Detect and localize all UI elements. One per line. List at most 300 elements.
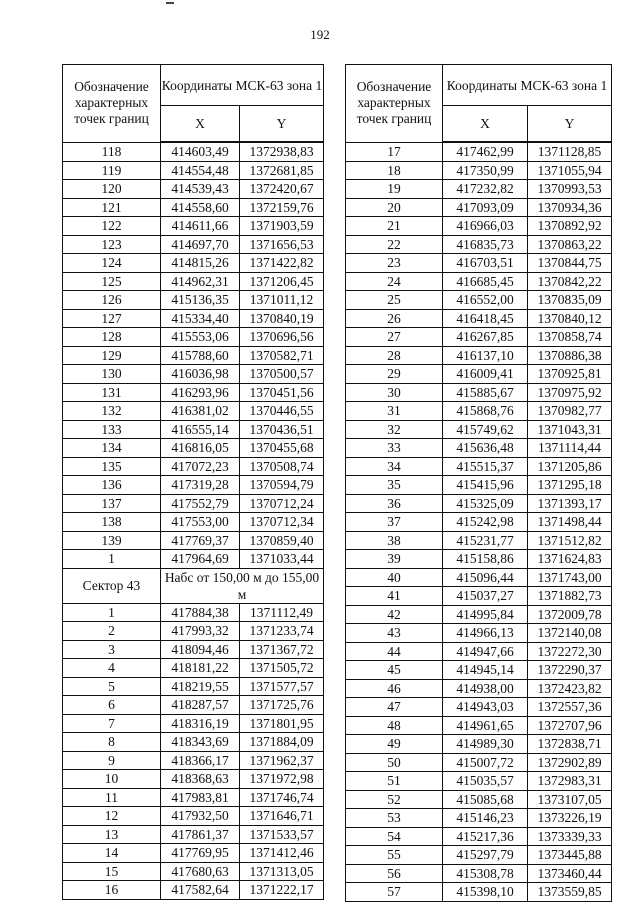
table-row bbox=[346, 420, 612, 439]
y-coordinate: 1370842,22 bbox=[528, 272, 612, 291]
x-coordinate: 415037,27 bbox=[443, 587, 528, 606]
y-coordinate: 1371505,72 bbox=[240, 659, 324, 678]
point-number: 25 bbox=[346, 291, 443, 310]
y-coordinate: 1370451,56 bbox=[240, 383, 324, 402]
table-row bbox=[63, 751, 324, 770]
x-coordinate: 414961,65 bbox=[443, 716, 528, 735]
x-coordinate: 414554,48 bbox=[161, 161, 240, 180]
y-coordinate: 1373559,85 bbox=[528, 883, 612, 902]
table-row bbox=[63, 807, 324, 826]
y-coordinate: 1370859,40 bbox=[240, 531, 324, 550]
point-number: 3 bbox=[63, 640, 161, 659]
table-row bbox=[346, 698, 612, 717]
x-coordinate: 415885,67 bbox=[443, 383, 528, 402]
point-number: 16 bbox=[63, 881, 161, 900]
point-number: 138 bbox=[63, 513, 161, 532]
y-coordinate: 1370925,81 bbox=[528, 365, 612, 384]
point-number: 40 bbox=[346, 568, 443, 587]
table-row bbox=[346, 198, 612, 217]
table-row bbox=[63, 180, 324, 199]
point-number: 34 bbox=[346, 457, 443, 476]
point-number: 49 bbox=[346, 735, 443, 754]
table-row bbox=[346, 457, 612, 476]
table-row bbox=[63, 161, 324, 180]
point-number: 50 bbox=[346, 753, 443, 772]
x-coordinate: 415308,78 bbox=[443, 864, 528, 883]
x-coordinate: 418094,46 bbox=[161, 640, 240, 659]
y-coordinate: 1371725,76 bbox=[240, 696, 324, 715]
table-row bbox=[63, 788, 324, 807]
table-row bbox=[63, 550, 324, 569]
table-row bbox=[63, 770, 324, 789]
table-row bbox=[346, 846, 612, 865]
point-number: 12 bbox=[63, 807, 161, 826]
table-row bbox=[346, 494, 612, 513]
page-number: 192 bbox=[310, 27, 330, 42]
y-coordinate: 1371112,49 bbox=[240, 603, 324, 622]
table-row bbox=[63, 420, 324, 439]
x-coordinate: 417232,82 bbox=[443, 180, 528, 199]
table-row bbox=[346, 309, 612, 328]
y-coordinate: 1371746,74 bbox=[240, 788, 324, 807]
table-row bbox=[346, 142, 612, 161]
point-number: 130 bbox=[63, 365, 161, 384]
y-coordinate: 1370594,79 bbox=[240, 476, 324, 495]
x-coordinate: 417072,23 bbox=[161, 457, 240, 476]
sector-height-range: Набс от 150,00 м до 155,00 м bbox=[161, 568, 324, 603]
x-coordinate: 417932,50 bbox=[161, 807, 240, 826]
x-coordinate: 416267,85 bbox=[443, 328, 528, 347]
y-coordinate: 1372983,31 bbox=[528, 772, 612, 791]
y-coordinate: 1370582,71 bbox=[240, 346, 324, 365]
point-number: 121 bbox=[63, 198, 161, 217]
point-number: 120 bbox=[63, 180, 161, 199]
table-row bbox=[63, 217, 324, 236]
table-row bbox=[63, 862, 324, 881]
y-coordinate: 1372938,83 bbox=[240, 142, 324, 161]
table-row bbox=[63, 457, 324, 476]
x-coordinate: 415217,36 bbox=[443, 827, 528, 846]
x-coordinate: 415297,79 bbox=[443, 846, 528, 865]
x-coordinate: 415398,10 bbox=[443, 883, 528, 902]
y-coordinate: 1372420,67 bbox=[240, 180, 324, 199]
point-number: 6 bbox=[63, 696, 161, 715]
y-coordinate: 1371367,72 bbox=[240, 640, 324, 659]
table-row bbox=[346, 217, 612, 236]
y-coordinate: 1372423,82 bbox=[528, 679, 612, 698]
point-number: 44 bbox=[346, 642, 443, 661]
point-number: 1 bbox=[63, 550, 161, 569]
point-number: 43 bbox=[346, 624, 443, 643]
x-coordinate: 416036,98 bbox=[161, 365, 240, 384]
y-coordinate: 1370982,77 bbox=[528, 402, 612, 421]
table-row bbox=[63, 402, 324, 421]
point-number: 7 bbox=[63, 714, 161, 733]
point-number: 8 bbox=[63, 733, 161, 752]
y-header: Y bbox=[240, 106, 324, 143]
x-coordinate: 418368,63 bbox=[161, 770, 240, 789]
y-coordinate: 1371222,17 bbox=[240, 881, 324, 900]
point-number: 53 bbox=[346, 809, 443, 828]
table-row bbox=[346, 864, 612, 883]
x-coordinate: 417861,37 bbox=[161, 825, 240, 844]
y-coordinate: 1372838,71 bbox=[528, 735, 612, 754]
point-number: 2 bbox=[63, 622, 161, 641]
point-number: 41 bbox=[346, 587, 443, 606]
x-coordinate: 416552,00 bbox=[443, 291, 528, 310]
point-number: 129 bbox=[63, 346, 161, 365]
point-number: 57 bbox=[346, 883, 443, 902]
table-row bbox=[63, 254, 324, 273]
x-coordinate: 416555,14 bbox=[161, 420, 240, 439]
y-coordinate: 1370446,55 bbox=[240, 402, 324, 421]
x-coordinate: 414966,13 bbox=[443, 624, 528, 643]
x-coordinate: 414611,66 bbox=[161, 217, 240, 236]
x-coordinate: 417582,64 bbox=[161, 881, 240, 900]
table-row bbox=[63, 142, 324, 161]
x-coordinate: 417350,99 bbox=[443, 161, 528, 180]
table-row bbox=[346, 383, 612, 402]
point-number: 55 bbox=[346, 846, 443, 865]
point-number: 45 bbox=[346, 661, 443, 680]
table-row bbox=[346, 291, 612, 310]
y-coordinate: 1371903,59 bbox=[240, 217, 324, 236]
point-number: 48 bbox=[346, 716, 443, 735]
table-row bbox=[63, 696, 324, 715]
point-number: 47 bbox=[346, 698, 443, 717]
table-row bbox=[63, 677, 324, 696]
x-header: X bbox=[443, 106, 528, 143]
table-row bbox=[346, 531, 612, 550]
table-row bbox=[346, 365, 612, 384]
table-row bbox=[346, 605, 612, 624]
y-coordinate: 1371972,98 bbox=[240, 770, 324, 789]
point-number: 19 bbox=[346, 180, 443, 199]
y-coordinate: 1372159,76 bbox=[240, 198, 324, 217]
point-number: 123 bbox=[63, 235, 161, 254]
x-coordinate: 415415,96 bbox=[443, 476, 528, 495]
x-coordinate: 416703,51 bbox=[443, 254, 528, 273]
point-number: 124 bbox=[63, 254, 161, 273]
point-number: 137 bbox=[63, 494, 161, 513]
table-row bbox=[346, 735, 612, 754]
point-number: 17 bbox=[346, 142, 443, 161]
point-number: 32 bbox=[346, 420, 443, 439]
table-row bbox=[346, 476, 612, 495]
point-number: 11 bbox=[63, 788, 161, 807]
y-coordinate: 1372557,36 bbox=[528, 698, 612, 717]
y-coordinate: 1371962,37 bbox=[240, 751, 324, 770]
x-coordinate: 418219,55 bbox=[161, 677, 240, 696]
y-coordinate: 1371011,12 bbox=[240, 291, 324, 310]
point-number: 22 bbox=[346, 235, 443, 254]
table-row bbox=[63, 291, 324, 310]
y-coordinate: 1370840,19 bbox=[240, 309, 324, 328]
y-coordinate: 1370993,53 bbox=[528, 180, 612, 199]
x-coordinate: 418181,22 bbox=[161, 659, 240, 678]
designation-header: Обозначение характерных точек границ bbox=[346, 65, 443, 143]
point-number: 13 bbox=[63, 825, 161, 844]
table-row bbox=[346, 753, 612, 772]
y-coordinate: 1371533,57 bbox=[240, 825, 324, 844]
table-row bbox=[63, 714, 324, 733]
x-coordinate: 416381,02 bbox=[161, 402, 240, 421]
y-coordinate: 1370436,51 bbox=[240, 420, 324, 439]
point-number: 30 bbox=[346, 383, 443, 402]
x-coordinate: 415788,60 bbox=[161, 346, 240, 365]
x-coordinate: 415007,72 bbox=[443, 753, 528, 772]
y-header: Y bbox=[528, 106, 612, 143]
y-coordinate: 1370892,92 bbox=[528, 217, 612, 236]
point-number: 139 bbox=[63, 531, 161, 550]
x-coordinate: 418287,57 bbox=[161, 696, 240, 715]
table-row bbox=[63, 439, 324, 458]
y-coordinate: 1370696,56 bbox=[240, 328, 324, 347]
y-coordinate: 1370844,75 bbox=[528, 254, 612, 273]
table-row bbox=[63, 733, 324, 752]
table-row bbox=[346, 568, 612, 587]
y-coordinate: 1373107,05 bbox=[528, 790, 612, 809]
point-number: 21 bbox=[346, 217, 443, 236]
point-number: 125 bbox=[63, 272, 161, 291]
table-row bbox=[63, 513, 324, 532]
table-row bbox=[63, 640, 324, 659]
x-coordinate: 417769,37 bbox=[161, 531, 240, 550]
x-coordinate: 417462,99 bbox=[443, 142, 528, 161]
x-coordinate: 416009,41 bbox=[443, 365, 528, 384]
point-number: 26 bbox=[346, 309, 443, 328]
x-coordinate: 417993,32 bbox=[161, 622, 240, 641]
y-coordinate: 1371412,46 bbox=[240, 844, 324, 863]
point-number: 118 bbox=[63, 142, 161, 161]
point-number: 134 bbox=[63, 439, 161, 458]
coord-system-header: Координаты МСК-63 зона 1 bbox=[443, 65, 612, 106]
x-coordinate: 416835,73 bbox=[443, 235, 528, 254]
y-coordinate: 1373226,19 bbox=[528, 809, 612, 828]
point-number: 5 bbox=[63, 677, 161, 696]
x-coordinate: 415515,37 bbox=[443, 457, 528, 476]
y-coordinate: 1372902,89 bbox=[528, 753, 612, 772]
y-coordinate: 1371624,83 bbox=[528, 550, 612, 569]
x-coordinate: 416293,96 bbox=[161, 383, 240, 402]
y-coordinate: 1371422,82 bbox=[240, 254, 324, 273]
y-coordinate: 1370863,22 bbox=[528, 235, 612, 254]
table-row bbox=[63, 844, 324, 863]
y-coordinate: 1370455,68 bbox=[240, 439, 324, 458]
table-row bbox=[63, 603, 324, 622]
table-row bbox=[63, 365, 324, 384]
x-coordinate: 415136,35 bbox=[161, 291, 240, 310]
point-number: 27 bbox=[346, 328, 443, 347]
x-coordinate: 414697,70 bbox=[161, 235, 240, 254]
point-number: 128 bbox=[63, 328, 161, 347]
y-coordinate: 1372272,30 bbox=[528, 642, 612, 661]
x-coordinate: 417553,00 bbox=[161, 513, 240, 532]
x-coordinate: 415749,62 bbox=[443, 420, 528, 439]
x-coordinate: 414938,00 bbox=[443, 679, 528, 698]
table-row bbox=[346, 346, 612, 365]
table-row bbox=[63, 531, 324, 550]
x-coordinate: 414558,60 bbox=[161, 198, 240, 217]
x-coordinate: 418316,19 bbox=[161, 714, 240, 733]
point-number: 51 bbox=[346, 772, 443, 791]
point-number: 28 bbox=[346, 346, 443, 365]
y-coordinate: 1371043,31 bbox=[528, 420, 612, 439]
point-number: 122 bbox=[63, 217, 161, 236]
point-number: 18 bbox=[346, 161, 443, 180]
table-row bbox=[63, 622, 324, 641]
table-row bbox=[346, 624, 612, 643]
table-row bbox=[63, 346, 324, 365]
table-row bbox=[346, 254, 612, 273]
x-coordinate: 415231,77 bbox=[443, 531, 528, 550]
table-row bbox=[63, 825, 324, 844]
table-row bbox=[63, 235, 324, 254]
y-coordinate: 1373460,44 bbox=[528, 864, 612, 883]
x-coordinate: 415334,40 bbox=[161, 309, 240, 328]
point-number: 9 bbox=[63, 751, 161, 770]
table-row bbox=[346, 235, 612, 254]
scan-mark bbox=[166, 2, 174, 4]
point-number: 20 bbox=[346, 198, 443, 217]
y-coordinate: 1370886,38 bbox=[528, 346, 612, 365]
table-row bbox=[346, 716, 612, 735]
point-number: 42 bbox=[346, 605, 443, 624]
x-coordinate: 417884,38 bbox=[161, 603, 240, 622]
y-coordinate: 1372140,08 bbox=[528, 624, 612, 643]
point-number: 126 bbox=[63, 291, 161, 310]
y-coordinate: 1371393,17 bbox=[528, 494, 612, 513]
point-number: 4 bbox=[63, 659, 161, 678]
x-coordinate: 417964,69 bbox=[161, 550, 240, 569]
table-row bbox=[63, 309, 324, 328]
table-row bbox=[346, 587, 612, 606]
table-row bbox=[63, 328, 324, 347]
y-coordinate: 1371313,05 bbox=[240, 862, 324, 881]
point-number: 24 bbox=[346, 272, 443, 291]
table-row bbox=[346, 328, 612, 347]
table-row bbox=[346, 883, 612, 902]
y-coordinate: 1372290,37 bbox=[528, 661, 612, 680]
y-coordinate: 1371055,94 bbox=[528, 161, 612, 180]
y-coordinate: 1371233,74 bbox=[240, 622, 324, 641]
y-coordinate: 1371884,09 bbox=[240, 733, 324, 752]
x-coordinate: 417680,63 bbox=[161, 862, 240, 881]
y-coordinate: 1372681,85 bbox=[240, 161, 324, 180]
y-coordinate: 1370500,57 bbox=[240, 365, 324, 384]
point-number: 133 bbox=[63, 420, 161, 439]
x-header: X bbox=[161, 106, 240, 143]
x-coordinate: 414539,43 bbox=[161, 180, 240, 199]
x-coordinate: 414962,31 bbox=[161, 272, 240, 291]
y-coordinate: 1370934,36 bbox=[528, 198, 612, 217]
point-number: 131 bbox=[63, 383, 161, 402]
y-coordinate: 1371743,00 bbox=[528, 568, 612, 587]
table-row bbox=[346, 679, 612, 698]
sector-name: Сектор 43 bbox=[63, 568, 161, 603]
x-coordinate: 415096,44 bbox=[443, 568, 528, 587]
y-coordinate: 1371206,45 bbox=[240, 272, 324, 291]
point-number: 119 bbox=[63, 161, 161, 180]
y-coordinate: 1371882,73 bbox=[528, 587, 612, 606]
x-coordinate: 415868,76 bbox=[443, 402, 528, 421]
y-coordinate: 1372009,78 bbox=[528, 605, 612, 624]
table-row bbox=[63, 494, 324, 513]
table-row bbox=[346, 772, 612, 791]
table-row bbox=[346, 790, 612, 809]
y-coordinate: 1370835,09 bbox=[528, 291, 612, 310]
table-row bbox=[346, 513, 612, 532]
y-coordinate: 1371114,44 bbox=[528, 439, 612, 458]
x-coordinate: 416685,45 bbox=[443, 272, 528, 291]
table-row bbox=[346, 661, 612, 680]
point-number: 52 bbox=[346, 790, 443, 809]
y-coordinate: 1371205,86 bbox=[528, 457, 612, 476]
table-row bbox=[63, 881, 324, 900]
x-coordinate: 415325,09 bbox=[443, 494, 528, 513]
table-row bbox=[346, 550, 612, 569]
y-coordinate: 1370712,24 bbox=[240, 494, 324, 513]
x-coordinate: 417093,09 bbox=[443, 198, 528, 217]
table-row bbox=[346, 161, 612, 180]
x-coordinate: 415158,86 bbox=[443, 550, 528, 569]
y-coordinate: 1373445,88 bbox=[528, 846, 612, 865]
coord-system-header: Координаты МСК-63 зона 1 bbox=[161, 65, 324, 106]
point-number: 56 bbox=[346, 864, 443, 883]
point-number: 33 bbox=[346, 439, 443, 458]
x-coordinate: 415035,57 bbox=[443, 772, 528, 791]
x-coordinate: 415146,23 bbox=[443, 809, 528, 828]
y-coordinate: 1370840,12 bbox=[528, 309, 612, 328]
point-number: 127 bbox=[63, 309, 161, 328]
x-coordinate: 415085,68 bbox=[443, 790, 528, 809]
table-row bbox=[63, 383, 324, 402]
table-row bbox=[346, 402, 612, 421]
x-coordinate: 416966,03 bbox=[443, 217, 528, 236]
point-number: 54 bbox=[346, 827, 443, 846]
y-coordinate: 1370858,74 bbox=[528, 328, 612, 347]
sector-row bbox=[63, 568, 324, 603]
table-row bbox=[63, 198, 324, 217]
left-coordinates-table bbox=[62, 64, 324, 900]
point-number: 36 bbox=[346, 494, 443, 513]
x-coordinate: 414815,26 bbox=[161, 254, 240, 273]
right-coordinates-table bbox=[345, 64, 612, 902]
point-number: 135 bbox=[63, 457, 161, 476]
table-row bbox=[63, 659, 324, 678]
point-number: 15 bbox=[63, 862, 161, 881]
y-coordinate: 1371512,82 bbox=[528, 531, 612, 550]
y-coordinate: 1371577,57 bbox=[240, 677, 324, 696]
y-coordinate: 1371656,53 bbox=[240, 235, 324, 254]
table-row bbox=[346, 272, 612, 291]
table-row bbox=[346, 809, 612, 828]
y-coordinate: 1372707,96 bbox=[528, 716, 612, 735]
y-coordinate: 1373339,33 bbox=[528, 827, 612, 846]
x-coordinate: 417983,81 bbox=[161, 788, 240, 807]
point-number: 38 bbox=[346, 531, 443, 550]
x-coordinate: 416816,05 bbox=[161, 439, 240, 458]
point-number: 132 bbox=[63, 402, 161, 421]
x-coordinate: 415636,48 bbox=[443, 439, 528, 458]
y-coordinate: 1371646,71 bbox=[240, 807, 324, 826]
y-coordinate: 1370975,92 bbox=[528, 383, 612, 402]
table-row bbox=[346, 180, 612, 199]
x-coordinate: 418366,17 bbox=[161, 751, 240, 770]
y-coordinate: 1371033,44 bbox=[240, 550, 324, 569]
x-coordinate: 417769,95 bbox=[161, 844, 240, 863]
x-coordinate: 414945,14 bbox=[443, 661, 528, 680]
